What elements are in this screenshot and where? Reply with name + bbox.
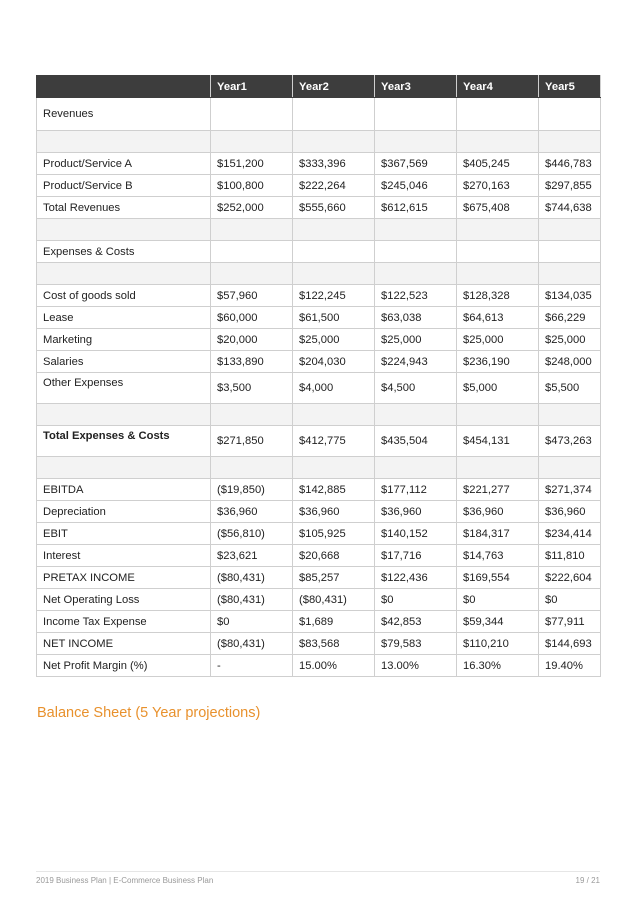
value-cell xyxy=(293,457,375,479)
value-cell: $248,000 xyxy=(539,351,601,373)
value-cell: 15.00% xyxy=(293,655,375,677)
table-row xyxy=(37,373,601,404)
table-row xyxy=(37,197,601,219)
value-cell: $4,000 xyxy=(293,373,375,404)
value-cell: $224,943 xyxy=(375,351,457,373)
row-label-cell: Depreciation xyxy=(37,501,211,523)
value-cell: ($19,850) xyxy=(211,479,293,501)
value-cell: $66,229 xyxy=(539,307,601,329)
table-row xyxy=(37,633,601,655)
table-row xyxy=(37,523,601,545)
value-cell xyxy=(539,219,601,241)
value-cell: $77,911 xyxy=(539,611,601,633)
table-row xyxy=(37,307,601,329)
value-cell: $412,775 xyxy=(293,426,375,457)
table-row xyxy=(37,131,601,153)
footer-divider xyxy=(36,871,600,872)
value-cell xyxy=(457,404,539,426)
value-cell xyxy=(211,131,293,153)
value-cell: $367,569 xyxy=(375,153,457,175)
value-cell: $222,264 xyxy=(293,175,375,197)
value-cell: $5,500 xyxy=(539,373,601,404)
value-cell: $744,638 xyxy=(539,197,601,219)
value-cell: $110,210 xyxy=(457,633,539,655)
row-label-cell: Net Profit Margin (%) xyxy=(37,655,211,677)
row-label-cell: Net Operating Loss xyxy=(37,589,211,611)
value-cell xyxy=(375,219,457,241)
value-cell: $36,960 xyxy=(457,501,539,523)
value-cell xyxy=(539,457,601,479)
row-label-cell: Interest xyxy=(37,545,211,567)
value-cell: $222,604 xyxy=(539,567,601,589)
value-cell: $252,000 xyxy=(211,197,293,219)
value-cell: $25,000 xyxy=(293,329,375,351)
value-cell xyxy=(293,241,375,263)
value-cell xyxy=(375,404,457,426)
value-cell: $64,613 xyxy=(457,307,539,329)
table-row xyxy=(37,501,601,523)
row-label-cell: NET INCOME xyxy=(37,633,211,655)
table-row xyxy=(37,241,601,263)
value-cell: $20,000 xyxy=(211,329,293,351)
value-cell: $25,000 xyxy=(457,329,539,351)
value-cell: $42,853 xyxy=(375,611,457,633)
value-cell: $36,960 xyxy=(293,501,375,523)
footer-document-title: 2019 Business Plan | E-Commerce Business Plan xyxy=(36,876,214,885)
value-cell: ($80,431) xyxy=(211,589,293,611)
value-cell: $140,152 xyxy=(375,523,457,545)
row-label-cell: Product/Service B xyxy=(37,175,211,197)
profit-loss-table xyxy=(36,75,601,677)
value-cell: $79,583 xyxy=(375,633,457,655)
value-cell: 13.00% xyxy=(375,655,457,677)
value-cell xyxy=(457,263,539,285)
table-row xyxy=(37,404,601,426)
value-cell: $36,960 xyxy=(539,501,601,523)
row-label-cell: Marketing xyxy=(37,329,211,351)
value-cell xyxy=(211,98,293,131)
row-label-cell: Revenues xyxy=(37,98,211,131)
value-cell: $333,396 xyxy=(293,153,375,175)
value-cell: $184,317 xyxy=(457,523,539,545)
value-cell: $0 xyxy=(375,589,457,611)
value-cell xyxy=(457,131,539,153)
value-cell xyxy=(457,241,539,263)
row-label-cell xyxy=(37,131,211,153)
value-cell xyxy=(293,263,375,285)
value-cell: $36,960 xyxy=(211,501,293,523)
value-cell: $122,245 xyxy=(293,285,375,307)
value-cell: $204,030 xyxy=(293,351,375,373)
footer-page-number: 19 / 21 xyxy=(575,876,600,885)
value-cell: $36,960 xyxy=(375,501,457,523)
value-cell: $151,200 xyxy=(211,153,293,175)
value-cell: $236,190 xyxy=(457,351,539,373)
row-label-cell: Total Expenses & Costs xyxy=(37,426,211,457)
value-cell xyxy=(375,241,457,263)
value-cell: $122,436 xyxy=(375,567,457,589)
value-cell: ($56,810) xyxy=(211,523,293,545)
value-cell: 16.30% xyxy=(457,655,539,677)
value-cell: $144,693 xyxy=(539,633,601,655)
table-row xyxy=(37,175,601,197)
value-cell xyxy=(375,457,457,479)
value-cell: $122,523 xyxy=(375,285,457,307)
value-cell: $177,112 xyxy=(375,479,457,501)
value-cell: $60,000 xyxy=(211,307,293,329)
value-cell: $85,257 xyxy=(293,567,375,589)
table-row xyxy=(37,426,601,457)
value-cell: $3,500 xyxy=(211,373,293,404)
value-cell: $0 xyxy=(211,611,293,633)
section-heading: Balance Sheet (5 Year projections) xyxy=(37,705,261,721)
value-cell: $245,046 xyxy=(375,175,457,197)
table-header-row xyxy=(37,76,601,98)
table-row xyxy=(37,611,601,633)
value-cell: $20,668 xyxy=(293,545,375,567)
value-cell xyxy=(457,98,539,131)
value-cell xyxy=(211,404,293,426)
value-cell: $169,554 xyxy=(457,567,539,589)
value-cell xyxy=(539,241,601,263)
value-cell xyxy=(293,98,375,131)
table-row xyxy=(37,567,601,589)
value-cell: $105,925 xyxy=(293,523,375,545)
value-cell: $1,689 xyxy=(293,611,375,633)
row-label-cell: EBIT xyxy=(37,523,211,545)
header-cell-year3: Year3 xyxy=(375,76,457,98)
value-cell: $83,568 xyxy=(293,633,375,655)
value-cell xyxy=(211,219,293,241)
value-cell: $473,263 xyxy=(539,426,601,457)
value-cell: ($80,431) xyxy=(293,589,375,611)
value-cell: $5,000 xyxy=(457,373,539,404)
value-cell: $435,504 xyxy=(375,426,457,457)
value-cell xyxy=(539,404,601,426)
table-row xyxy=(37,479,601,501)
value-cell: $0 xyxy=(539,589,601,611)
table-row xyxy=(37,329,601,351)
header-cell xyxy=(37,76,211,98)
value-cell: $221,277 xyxy=(457,479,539,501)
value-cell: ($80,431) xyxy=(211,633,293,655)
row-label-cell: Income Tax Expense xyxy=(37,611,211,633)
value-cell: $61,500 xyxy=(293,307,375,329)
value-cell: $454,131 xyxy=(457,426,539,457)
row-label-cell: Expenses & Costs xyxy=(37,241,211,263)
value-cell: $63,038 xyxy=(375,307,457,329)
row-label-cell: Other Expenses xyxy=(37,373,211,404)
value-cell: 19.40% xyxy=(539,655,601,677)
value-cell: $297,855 xyxy=(539,175,601,197)
value-cell: $270,163 xyxy=(457,175,539,197)
value-cell: $555,660 xyxy=(293,197,375,219)
value-cell xyxy=(539,131,601,153)
value-cell: $133,890 xyxy=(211,351,293,373)
table-row xyxy=(37,351,601,373)
row-label-cell: Cost of goods sold xyxy=(37,285,211,307)
table-row xyxy=(37,98,601,131)
value-cell: $128,328 xyxy=(457,285,539,307)
value-cell: $405,245 xyxy=(457,153,539,175)
row-label-cell: Salaries xyxy=(37,351,211,373)
row-label-cell: EBITDA xyxy=(37,479,211,501)
table-row xyxy=(37,153,601,175)
value-cell: - xyxy=(211,655,293,677)
value-cell: $271,374 xyxy=(539,479,601,501)
row-label-cell xyxy=(37,404,211,426)
value-cell: $142,885 xyxy=(293,479,375,501)
row-label-cell xyxy=(37,219,211,241)
value-cell: $57,960 xyxy=(211,285,293,307)
row-label-cell xyxy=(37,457,211,479)
table-body xyxy=(37,98,601,677)
value-cell xyxy=(375,98,457,131)
table-row xyxy=(37,589,601,611)
value-cell: $59,344 xyxy=(457,611,539,633)
value-cell xyxy=(211,457,293,479)
value-cell: $446,783 xyxy=(539,153,601,175)
table-row xyxy=(37,263,601,285)
value-cell xyxy=(211,241,293,263)
value-cell: $4,500 xyxy=(375,373,457,404)
value-cell: $14,763 xyxy=(457,545,539,567)
value-cell xyxy=(293,404,375,426)
table-row xyxy=(37,219,601,241)
value-cell xyxy=(293,131,375,153)
value-cell: $675,408 xyxy=(457,197,539,219)
value-cell xyxy=(293,219,375,241)
row-label-cell: Lease xyxy=(37,307,211,329)
value-cell: $271,850 xyxy=(211,426,293,457)
value-cell: $234,414 xyxy=(539,523,601,545)
value-cell: $0 xyxy=(457,589,539,611)
value-cell xyxy=(211,263,293,285)
value-cell: $11,810 xyxy=(539,545,601,567)
value-cell: $25,000 xyxy=(539,329,601,351)
value-cell: $134,035 xyxy=(539,285,601,307)
table-row xyxy=(37,545,601,567)
value-cell xyxy=(457,457,539,479)
row-label-cell: Product/Service A xyxy=(37,153,211,175)
row-label-cell xyxy=(37,263,211,285)
value-cell: $23,621 xyxy=(211,545,293,567)
header-cell-year5: Year5 xyxy=(539,76,601,98)
value-cell xyxy=(375,131,457,153)
value-cell xyxy=(539,263,601,285)
table-row xyxy=(37,285,601,307)
value-cell: ($80,431) xyxy=(211,567,293,589)
table-row xyxy=(37,655,601,677)
row-label-cell: Total Revenues xyxy=(37,197,211,219)
value-cell xyxy=(539,98,601,131)
value-cell: $100,800 xyxy=(211,175,293,197)
value-cell: $612,615 xyxy=(375,197,457,219)
header-cell-year4: Year4 xyxy=(457,76,539,98)
value-cell: $17,716 xyxy=(375,545,457,567)
value-cell xyxy=(375,263,457,285)
value-cell xyxy=(457,219,539,241)
value-cell: $25,000 xyxy=(375,329,457,351)
header-cell-year2: Year2 xyxy=(293,76,375,98)
header-cell-year1: Year1 xyxy=(211,76,293,98)
table-row xyxy=(37,457,601,479)
row-label-cell: PRETAX INCOME xyxy=(37,567,211,589)
